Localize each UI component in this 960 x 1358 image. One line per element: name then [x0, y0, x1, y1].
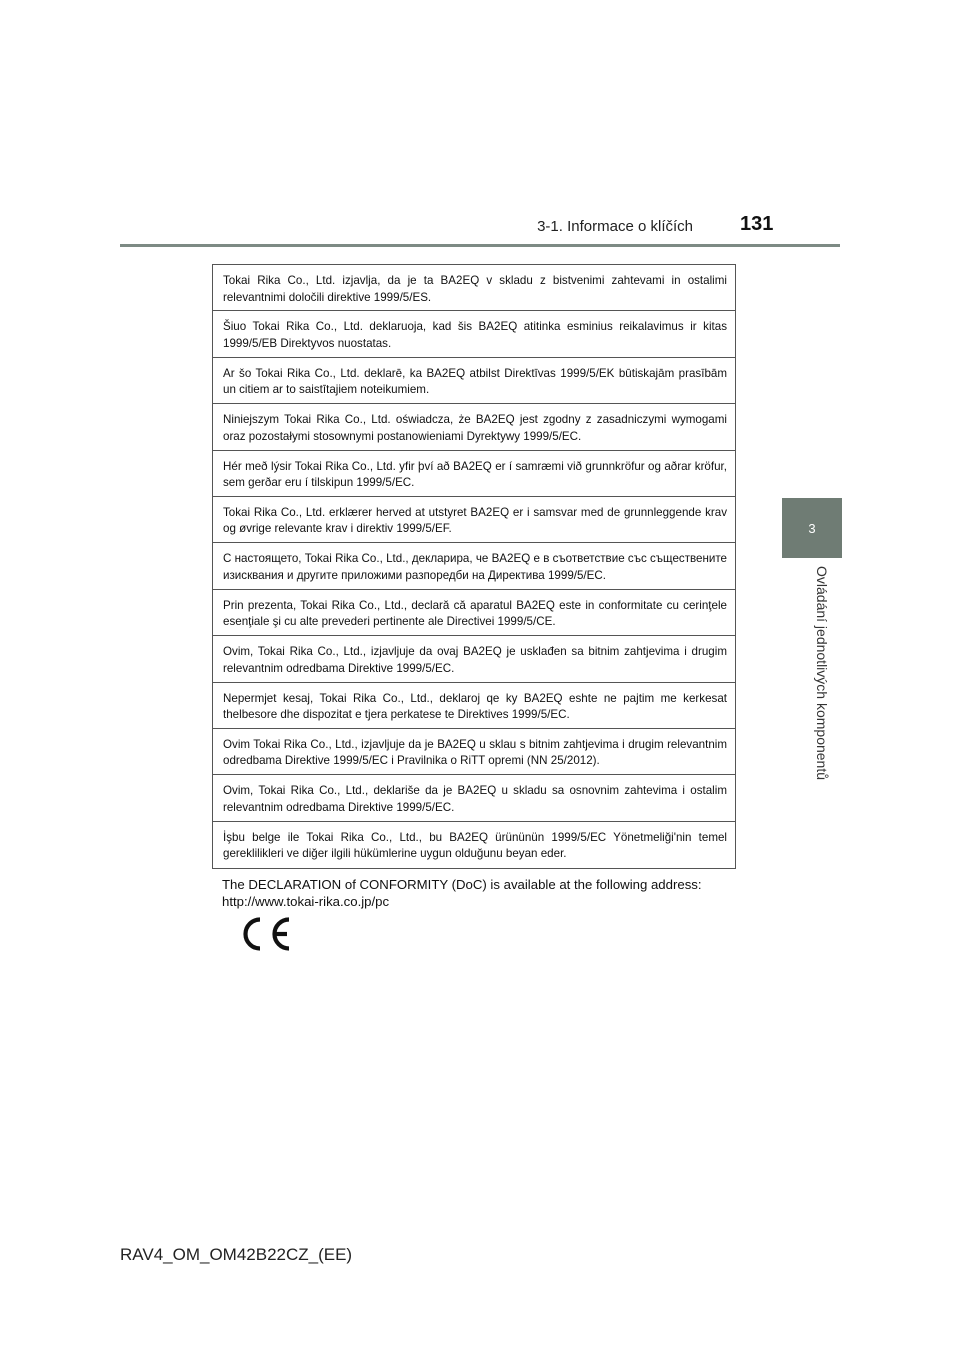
doc-url-link[interactable]: http://www.tokai-rika.co.jp/pc [222, 894, 390, 909]
declaration-row: Ovim, Tokai Rika Co., Ltd., izjavljuje da ovaj BA2EQ je usklađen sa bitnim zahtjevima i drugim relevantnim odredbama Direktive 1999/5/EC. [213, 636, 735, 682]
doc-note-text: The DECLARATION of CONFORMITY (DoC) is available at the following address: [222, 877, 702, 892]
declaration-row: Hér með lýsir Tokai Rika Co., Ltd. yfir því að BA2EQ er í samræmi við grunnkröfur og aðrar kröfur, sem gerðar eru í tilskipun 1999/5/EC. [213, 451, 735, 497]
doc-availability-note [222, 876, 742, 910]
declaration-row: Ovim, Tokai Rika Co., Ltd., deklariše da je BA2EQ u skladu sa osnovnim zahtevima i ostalim relevantnim odredbama Direktive 1999/5/EC. [213, 775, 735, 821]
declaration-row: Šiuo Tokai Rika Co., Ltd. deklaruoja, kad šis BA2EQ atitinka esminius reikalavimus ir kitas 1999/5/EB Direktyvos nuostatas. [213, 311, 735, 357]
declaration-row: Ar šo Tokai Rika Co., Ltd. deklarē, ka BA2EQ atbilst Direktīvas 1999/5/EK būtiskajām prasībām un citiem ar to saistītajiem noteikumiem. [213, 358, 735, 404]
chapter-number: 3 [808, 520, 816, 536]
header-divider [120, 244, 840, 247]
chapter-tab[interactable] [782, 498, 842, 558]
declaration-row: Tokai Rika Co., Ltd. izjavlja, da je ta BA2EQ v skladu z bistvenimi zahtevami in ostalimi relevantnimi določili direktive 1999/5/ES. [213, 265, 735, 311]
declaration-row: Tokai Rika Co., Ltd. erklærer herved at utstyret BA2EQ er i samsvar med de grunnleggende krav og øvrige relevante krav i direktiv 1999/5/EF. [213, 497, 735, 543]
document-code: RAV4_OM_OM42B22CZ_(EE) [120, 1245, 353, 1264]
declaration-row: Prin prezenta, Tokai Rika Co., Ltd., declară că aparatul BA2EQ este in conformitate cu cerinţele esenţiale şi cu alte prevederi pertinente ale Directivei 1999/5/CE. [213, 590, 735, 636]
declaration-row: Ovim Tokai Rika Co., Ltd., izjavljuje da je BA2EQ u sklau s bitnim zahtjevima i drugim relevantnim odredbama Direktive 1999/5/EC i Pravilnika o RiTT opremi (NN 25/2012). [213, 729, 735, 775]
declaration-row: İşbu belge ile Tokai Rika Co., Ltd., bu BA2EQ ürününün 1999/5/EC Yönetmeliği'nin temel gereklilikleri ve diğer ilgili hükümlerine uygun olduğunu beyan eder. [223, 830, 727, 861]
section-title: 3-1. Informace o klíčích [537, 218, 693, 235]
declaration-row: Nepermjet kesaj, Tokai Rika Co., Ltd., deklaroj qe ky BA2EQ eshte ne pajtim me kerkesat thelbesore dhe dispozitat e tjera perkatese te Direktives 1999/5/EC. [213, 683, 735, 729]
ce-mark-icon [238, 914, 294, 954]
declaration-table [212, 264, 736, 869]
declaration-row: С настоящето, Tokai Rika Co., Ltd., декларира, че BA2EQ е в съответствие със съществените изисквания и другите приложими разпоредби на Директива 1999/5/EC. [213, 543, 735, 589]
declaration-row: Niniejszym Tokai Rika Co., Ltd. oświadcza, że BA2EQ jest zgodny z zasadniczymi wymogami oraz pozostałymi stosownymi postanowieniami Dyrektywy 1999/5/EC. [213, 404, 735, 450]
chapter-title: Ovládání jednotlivých komponentů [814, 566, 830, 781]
page-number: 131 [740, 213, 774, 235]
